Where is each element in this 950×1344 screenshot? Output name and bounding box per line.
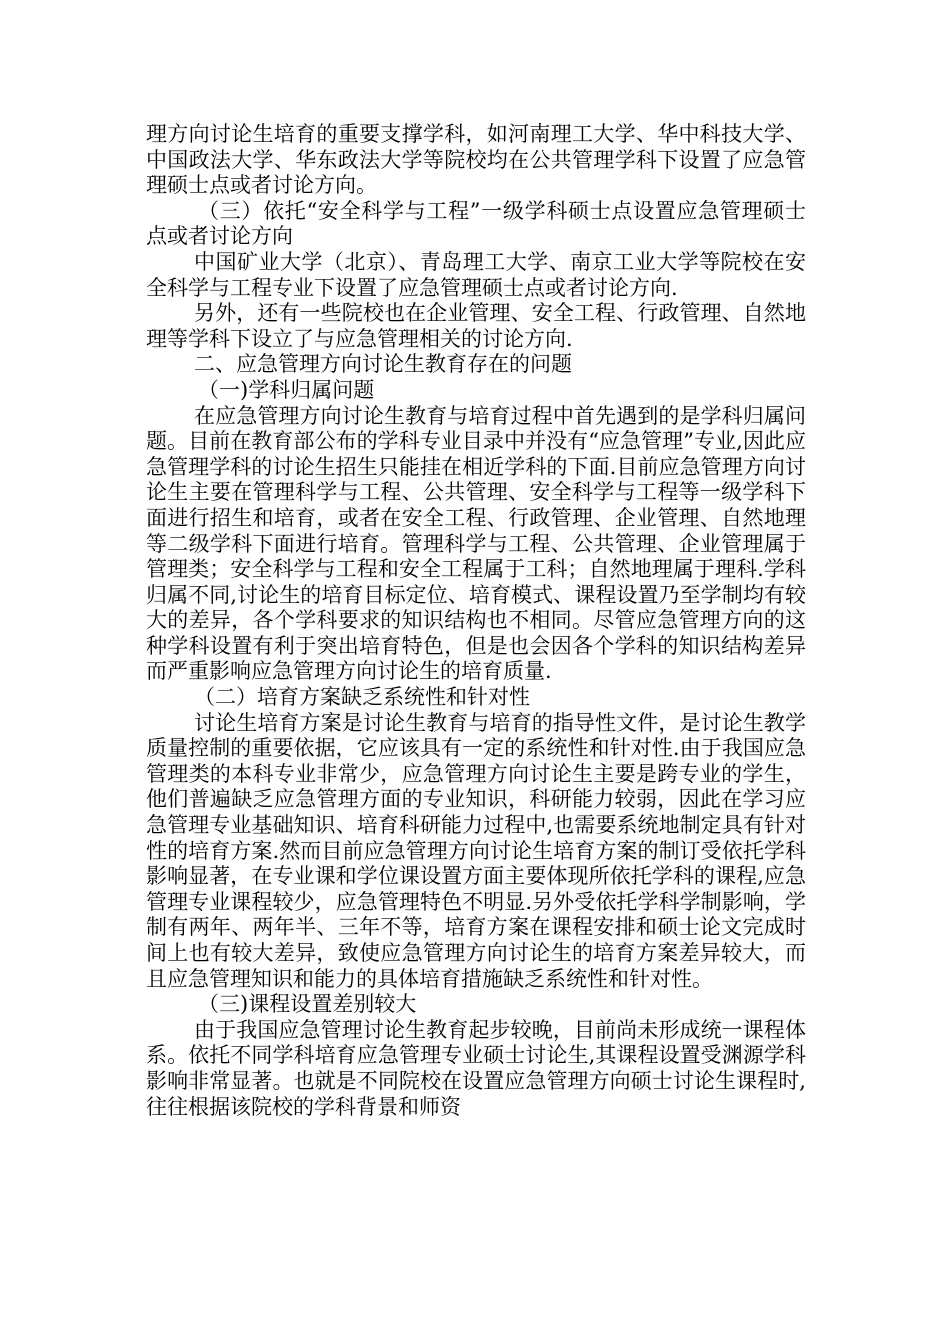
subheading-discipline-affiliation: （一)学科归属问题 [198, 377, 375, 402]
paragraph-other-universities: 另外，还有一些院校也在企业管理、安全工程、行政管理、自然地理等学科下设立了与应急管理相关的讨论方向. [146, 301, 806, 351]
document-page [146, 122, 806, 1120]
paragraph-curriculum: 由于我国应急管理讨论生教育起步较晚，目前尚未形成统一课程体系。依托不同学科培育应急管理专业硕士讨论生,其课程设置受渊源学科影响非常显著。也就是不同院校在设置应急管理方向硕士讨论生课程时,往往根据该院校的学科背景和师资 [146, 1017, 806, 1119]
section-heading-problems: 二、应急管理方向讨论生教育存在的问题 [194, 352, 572, 377]
paragraph-training-plan: 讨论生培育方案是讨论生教育与培育的指导性文件，是讨论生教学质量控制的重要依据，它应该具有一定的系统性和针对性.由于我国应急管理类的本科专业非常少，应急管理方向讨论生主要是跨专业的学生，他们普遍缺乏应急管理方面的专业知识，科研能力较弱，因此在学习应急管理专业基础知识、培育科研能力过程中,也需要系统地制定具有针对性的培育方案.然而目前应急管理方向讨论生培育方案的制订受依托学科影响显著，在专业课和学位课设置方面主要体现所依托学科的课程,应急管理专业课程较少，应急管理特色不明显.另外受依托学科学制影响，学制有两年、两年半、三年不等，培育方案在课程安排和硕士论文完成时间上也有较大差异，致使应急管理方向讨论生的培育方案差异较大，而且应急管理知识和能力的具体培育措施缺乏系统性和针对性。 [146, 710, 806, 991]
paragraph-discipline-affiliation: 在应急管理方向讨论生教育与培育过程中首先遇到的是学科归属问题。目前在教育部公布的学科专业目录中并没有“应急管理”专业,因此应急管理学科的讨论生招生只能挂在相近学科的下面.目前应急管理方向讨论生主要在管理科学与工程、公共管理、安全科学与工程等一级学科下面进行招生和培育，或者在安全工程、行政管理、企业管理、自然地理等二级学科下面进行培育。管理科学与工程、公共管理、企业管理属于管理类；安全科学与工程和安全工程属于工科；自然地理属于理科.学科归属不同,讨论生的培育目标定位、培育模式、课程设置乃至学制均有较大的差异，各个学科要求的知识结构也不相同。尽管应急管理方向的这种学科设置有利于突出培育特色，但是也会因各个学科的知识结构差异而严重影响应急管理方向讨论生的培育质量. [146, 403, 806, 684]
subheading-curriculum: （三)课程设置差别较大 [198, 992, 417, 1017]
paragraph-mining-universities: 中国矿业大学（北京）、青岛理工大学、南京工业大学等院校在安全科学与工程专业下设置了应急管理硕士点或者讨论方向. [146, 249, 806, 300]
subheading-training-plan: （二）培育方案缺乏系统性和针对性 [194, 685, 530, 710]
paragraph-support-disciplines: 理方向讨论生培育的重要支撑学科，如河南理工大学、华中科技大学、中国政法大学、华东政法大学等院校均在公共管理学科下设置了应急管理硕士点或者讨论方向。 [146, 122, 806, 198]
subheading-safety-science: （三）依托“安全科学与工程”一级学科硕士点设置应急管理硕士点或者讨论方向 [146, 198, 806, 249]
